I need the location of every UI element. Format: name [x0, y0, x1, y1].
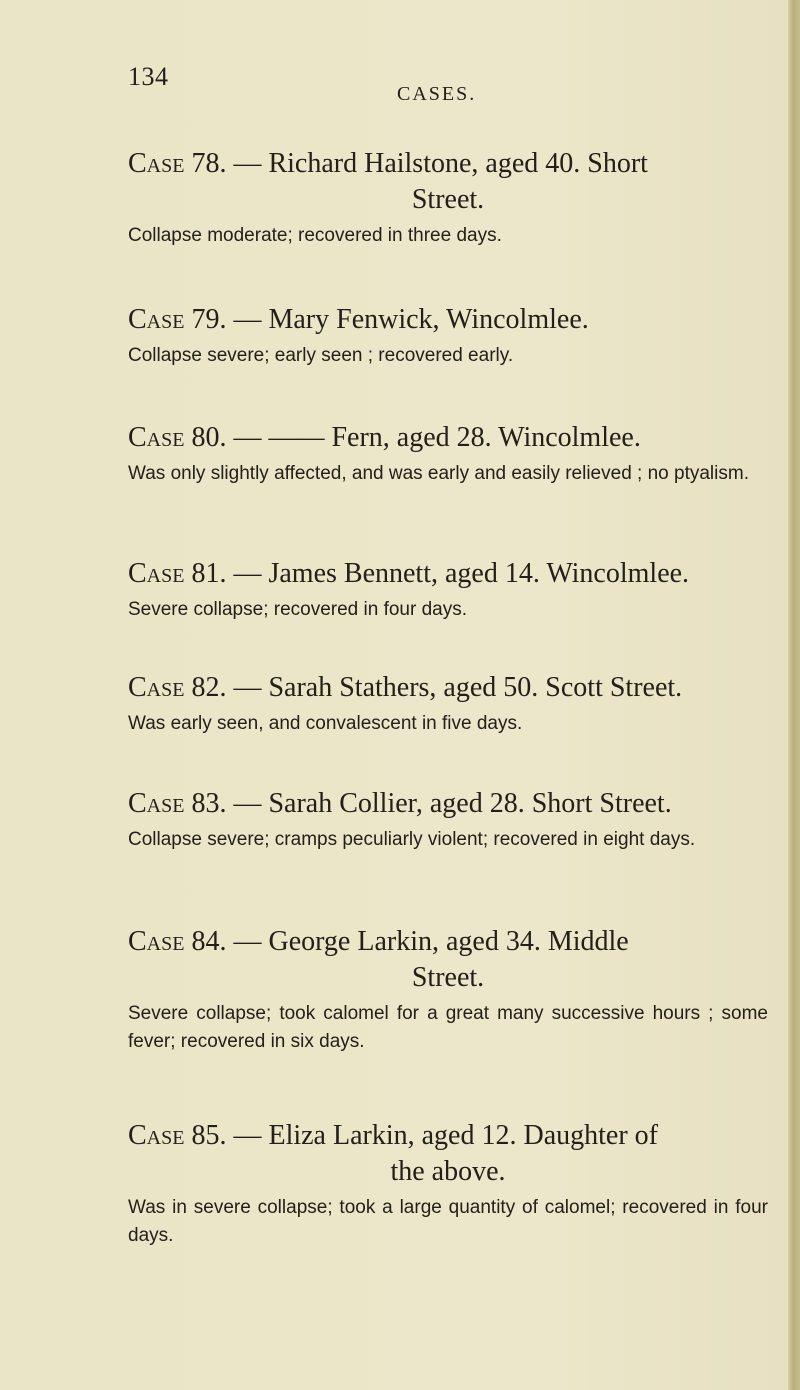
- case-heading-text: — George Larkin, aged 34. Middle: [233, 926, 629, 957]
- case-heading: [128, 302, 768, 338]
- case-entry: [128, 1118, 768, 1250]
- case-label: Case 81.: [128, 558, 227, 589]
- case-entry: [128, 786, 768, 854]
- running-head: CASES.: [397, 83, 477, 105]
- case-description: Was in severe collapse; took a large quantity of calomel; recovered in four days.: [128, 1197, 768, 1246]
- case-heading-text: — Eliza Larkin, aged 12. Daughter of: [233, 1120, 658, 1151]
- case-heading: [128, 1118, 768, 1190]
- case-label: Case 83.: [128, 788, 227, 819]
- case-heading: [128, 146, 768, 218]
- page-binding-edge: [788, 0, 800, 1390]
- case-entry: [128, 670, 768, 738]
- case-description: Was only slightly affected, and was early and easily relieved ; no ptyalism.: [128, 463, 749, 484]
- case-heading-text: — Sarah Stathers, aged 50. Scott Street.: [233, 672, 683, 703]
- case-heading-text: — James Bennett, aged 14. Wincolmlee.: [233, 558, 690, 589]
- case-label: Case 85.: [128, 1120, 227, 1151]
- case-heading: [128, 670, 768, 706]
- case-entry: [128, 556, 768, 624]
- case-heading: [128, 556, 768, 592]
- case-entry: [128, 302, 768, 370]
- case-label: Case 82.: [128, 672, 227, 703]
- case-description: Severe collapse; recovered in four days.: [128, 599, 468, 620]
- case-description: Was early seen, and convalescent in five days.: [128, 713, 523, 734]
- case-heading: [128, 786, 768, 822]
- case-heading-text: — Mary Fenwick, Wincolmlee.: [233, 304, 589, 335]
- case-heading-text: — —— Fern, aged 28. Wincolmlee.: [233, 422, 641, 453]
- case-description: Collapse moderate; recovered in three days.: [128, 225, 502, 246]
- case-heading-text: — Richard Hailstone, aged 40. Short: [233, 148, 648, 179]
- case-entry: [128, 924, 768, 1056]
- case-heading-continuation: Street.: [411, 962, 485, 993]
- page-number: 134: [128, 62, 169, 91]
- case-description: Collapse severe; early seen ; recovered early.: [128, 345, 514, 366]
- case-heading-continuation: Street.: [411, 184, 485, 215]
- case-heading-text: — Sarah Collier, aged 28. Short Street.: [233, 788, 672, 819]
- case-entry: [128, 420, 768, 488]
- case-heading: [128, 420, 768, 456]
- case-heading: [128, 924, 768, 996]
- case-description: Collapse severe; cramps peculiarly violent; recovered in eight days.: [128, 829, 696, 850]
- case-label: Case 80.: [128, 422, 227, 453]
- case-description: Severe collapse; took calomel for a great many successive hours ; some fever; recovered in six days.: [128, 1003, 768, 1052]
- case-label: Case 78.: [128, 148, 227, 179]
- case-entry: [128, 146, 768, 250]
- case-label: Case 79.: [128, 304, 227, 335]
- case-heading-continuation: the above.: [390, 1156, 506, 1187]
- case-label: Case 84.: [128, 926, 227, 957]
